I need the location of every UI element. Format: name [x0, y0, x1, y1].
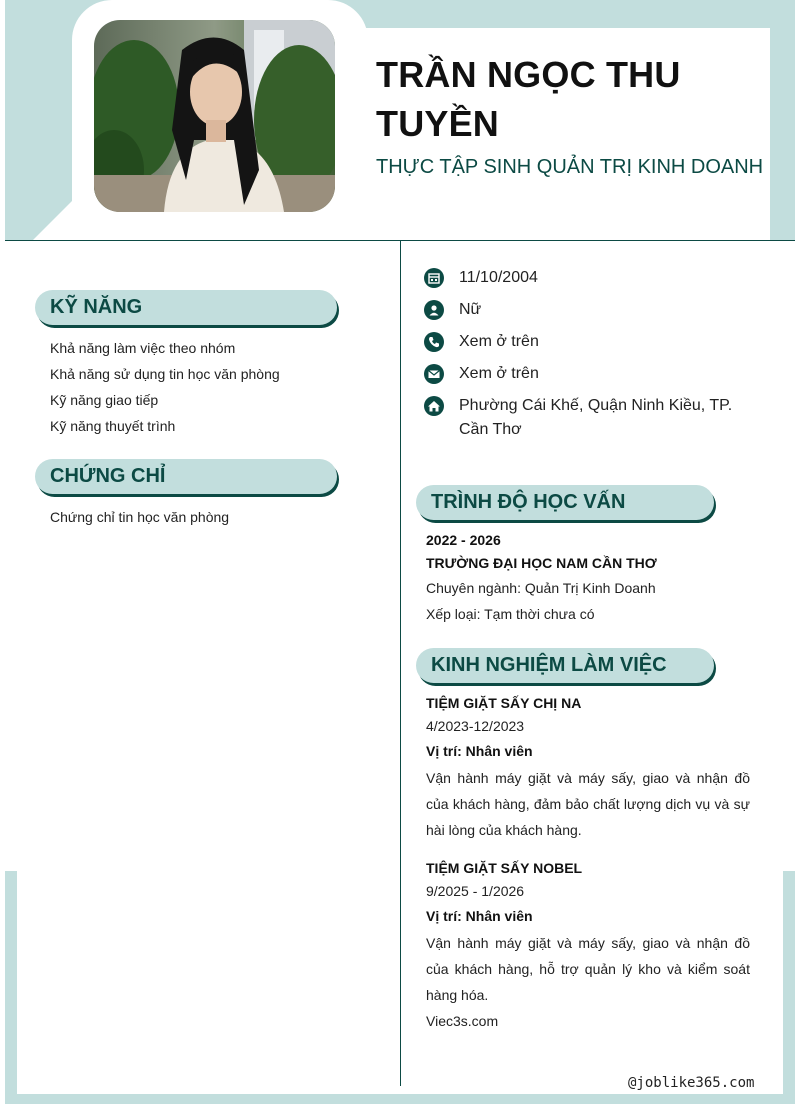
skill-item: Khả năng làm việc theo nhóm	[50, 340, 236, 356]
job-extra: Viec3s.com	[426, 1013, 499, 1029]
candidate-name: TRẦN NGỌC THU TUYỀN	[376, 54, 681, 144]
education-grade: Xếp loại: Tạm thời chưa có	[426, 606, 595, 622]
skill-item: Kỹ năng thuyết trình	[50, 418, 176, 434]
job-company: TIỆM GIẶT SẤY NOBEL	[426, 860, 583, 876]
contact-birthday: 11/10/2004	[424, 268, 538, 290]
footer-band-right	[783, 871, 795, 1104]
job-period: 9/2025 - 1/2026	[426, 883, 525, 899]
skills-list	[50, 335, 280, 439]
job-description: Vận hành máy giặt và máy sấy, giao và nhận đồ của khách hàng, đảm bảo chất lượng dịch vụ và sự hài lòng của khách hàng.	[426, 770, 750, 838]
education-heading: TRÌNH ĐỘ HỌC VẤN	[416, 485, 714, 520]
mail-icon	[424, 364, 444, 384]
job-role: Vị trí: Nhân viên	[426, 743, 533, 759]
column-divider	[400, 241, 401, 1086]
job-role: Vị trí: Nhân viên	[426, 908, 533, 924]
certificates-heading: CHỨNG CHỈ	[35, 459, 337, 494]
job-description: Vận hành máy giặt và máy sấy, giao và nhận đồ của khách hàng, hỗ trợ quản lý kho và kiểm soát hàng hóa.	[426, 935, 750, 1003]
education-school: TRƯỜNG ĐẠI HỌC NAM CẦN THƠ	[426, 555, 657, 571]
job-title: THỰC TẬP SINH QUẢN TRỊ KINH DOANH	[376, 156, 764, 178]
skill-item: Khả năng sử dụng tin học văn phòng	[50, 366, 280, 382]
watermark: @joblike365.com	[628, 1075, 755, 1091]
calendar-icon	[424, 268, 444, 288]
footer-band-bottom	[5, 1094, 795, 1104]
education-period: 2022 - 2026	[426, 532, 501, 548]
skill-item: Kỹ năng giao tiếp	[50, 392, 159, 408]
contact-gender: Nữ	[424, 300, 481, 322]
education-major: Chuyên ngành: Quản Trị Kinh Doanh	[426, 580, 656, 596]
contact-email: Xem ở trên	[424, 364, 539, 386]
experience-job	[426, 857, 750, 1034]
contact-address: Phường Cái Khế, Quận Ninh Kiều, TP. Cần Thơ	[424, 396, 764, 442]
certificate-item: Chứng chỉ tin học văn phòng	[50, 509, 230, 525]
footer-band-left	[5, 871, 17, 1104]
profile-photo	[94, 20, 335, 212]
phone-icon	[424, 332, 444, 352]
person-icon	[424, 300, 444, 320]
contact-phone: Xem ở trên	[424, 332, 539, 354]
job-company: TIỆM GIẶT SẤY CHỊ NA	[426, 695, 582, 711]
skills-heading: KỸ NĂNG	[35, 290, 337, 325]
certificates-list	[50, 504, 229, 530]
experience-heading: KINH NGHIỆM LÀM VIỆC	[416, 648, 714, 683]
education-block	[426, 529, 750, 627]
home-icon	[424, 396, 444, 416]
header-band-right	[770, 0, 795, 240]
experience-job	[426, 692, 750, 843]
job-period: 4/2023-12/2023	[426, 718, 525, 734]
photo-notch	[33, 196, 77, 240]
